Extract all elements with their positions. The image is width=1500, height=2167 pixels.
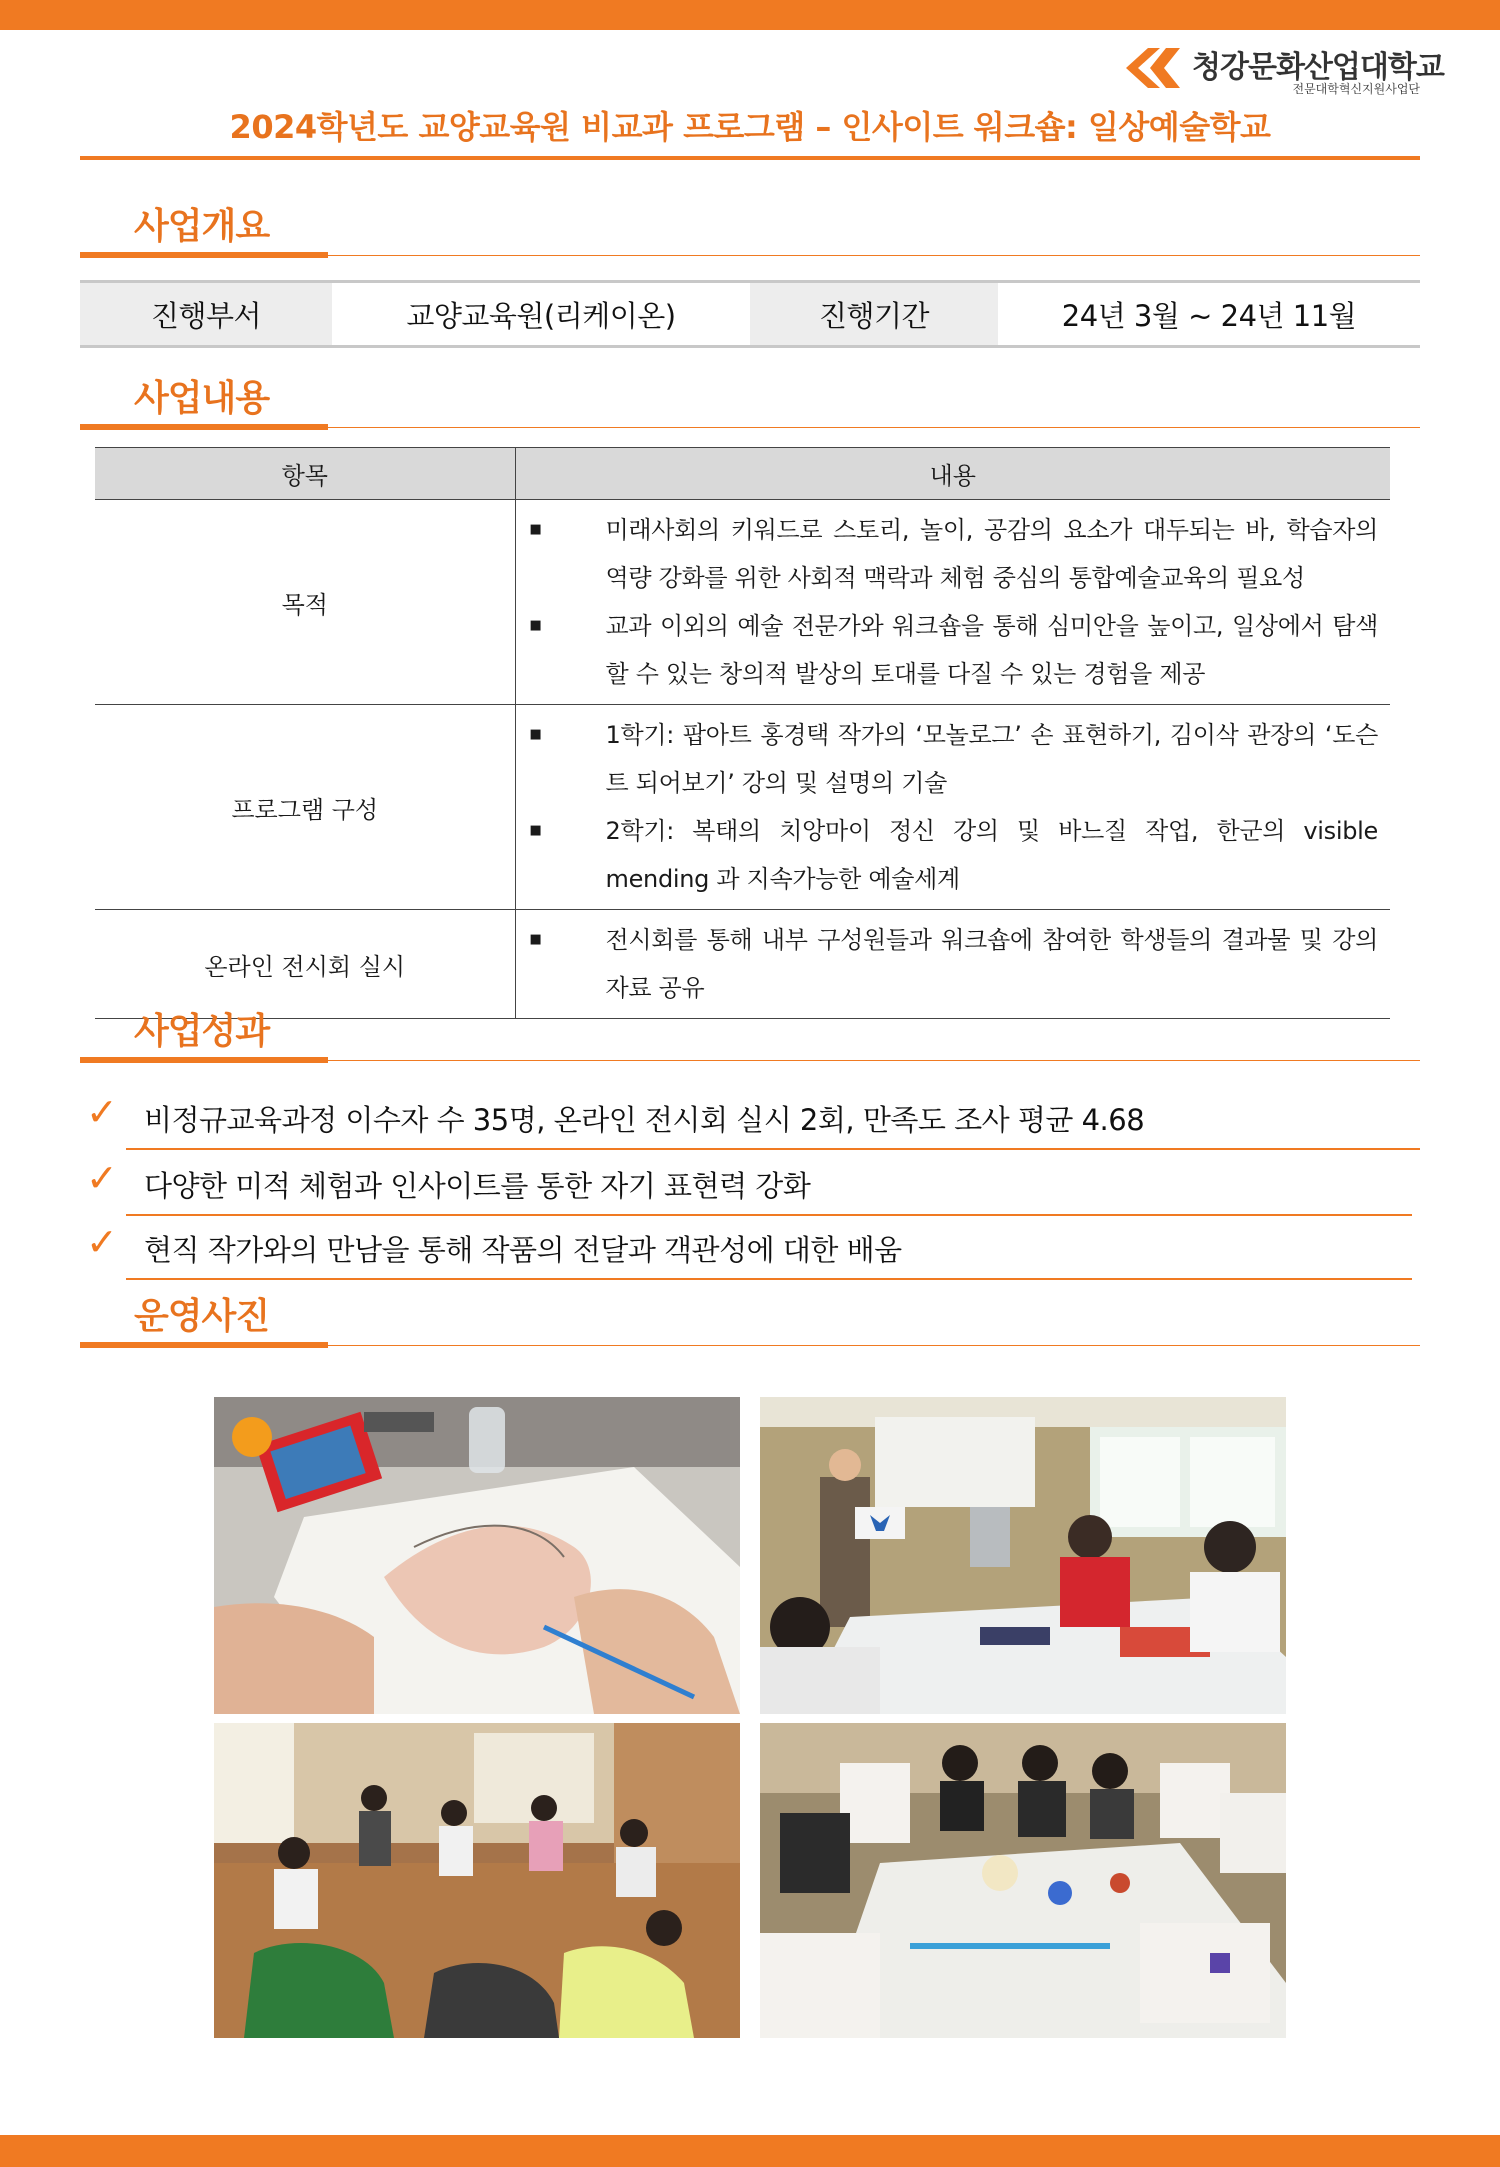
row-label: 프로그램 구성 bbox=[95, 705, 515, 910]
section-title: 운영사진 bbox=[134, 1296, 270, 1337]
check-icon: ✓ bbox=[86, 1156, 118, 1200]
table-row bbox=[95, 500, 1390, 705]
section-header-photos bbox=[80, 1288, 1420, 1358]
list-item: ■ 전시회를 통해 내부 구성원들과 워크숍에 참여한 학생들의 결과물 및 강의 자료 공유 bbox=[530, 916, 1379, 1012]
result-text: 비정규교육과정 이수자 수 35명, 온라인 전시회 실시 2회, 만족도 조사 평균 4.68 bbox=[144, 1103, 1145, 1137]
section-header-results bbox=[80, 1003, 1420, 1073]
list-item: ■ 1학기: 팝아트 홍경택 작가의 ‘모놀로그’ 손 표현하기, 김이삭 관장의 ‘도슨트 되어보기’ 강의 및 설명의 기술 bbox=[530, 711, 1379, 807]
result-item bbox=[80, 1220, 1420, 1282]
list-item: ■ 미래사회의 키워드로 스토리, 놀이, 공감의 요소가 대두되는 바, 학습자의 역량 강화를 위한 사회적 맥락과 체험 중심의 통합예술교육의 필요성 bbox=[530, 506, 1379, 602]
section-header-content bbox=[80, 370, 1420, 440]
check-icon: ✓ bbox=[86, 1090, 118, 1134]
photo-group-workshop bbox=[214, 1723, 740, 2038]
dept-label: 진행부서 bbox=[80, 283, 332, 345]
overview-table bbox=[80, 280, 1420, 348]
square-bullet-icon: ■ bbox=[529, 618, 542, 633]
logo-subtitle: 전문대학혁신지원사업단 bbox=[1292, 82, 1420, 96]
photo-lecture-session bbox=[760, 1397, 1286, 1714]
table-row bbox=[95, 705, 1390, 910]
period-label: 진행기간 bbox=[750, 283, 998, 345]
section-header-overview bbox=[80, 198, 1420, 268]
row-label: 온라인 전시회 실시 bbox=[95, 910, 515, 1019]
section-title: 사업내용 bbox=[134, 378, 270, 419]
photo-drawing-workshop bbox=[214, 1397, 740, 1714]
dept-value: 교양교육원(리케이온) bbox=[406, 298, 676, 333]
document-title: 2024학년도 교양교육원 비교과 프로그램 – 인사이트 워크숍: 일상예술학교 bbox=[229, 108, 1271, 146]
section-title: 사업개요 bbox=[134, 206, 270, 247]
column-header-content: 내용 bbox=[515, 448, 1390, 500]
column-header-item: 항목 bbox=[95, 448, 515, 500]
result-item bbox=[80, 1156, 1420, 1218]
list-item: ■ 교과 이외의 예술 전문가와 워크숍을 통해 심미안을 높이고, 일상에서 탐색할 수 있는 창의적 발상의 토대를 다질 수 있는 경험을 제공 bbox=[530, 602, 1379, 698]
bottom-accent-bar bbox=[0, 2135, 1500, 2167]
result-text: 현직 작가와의 만남을 통해 작품의 전달과 객관성에 대한 배움 bbox=[144, 1233, 902, 1267]
square-bullet-icon: ■ bbox=[529, 522, 542, 537]
photo-sewing-workshop bbox=[760, 1723, 1286, 2038]
ck-logo-icon bbox=[1110, 44, 1184, 92]
section-title: 사업성과 bbox=[134, 1011, 270, 1052]
result-text: 다양한 미적 체험과 인사이트를 통한 자기 표현력 강화 bbox=[144, 1169, 811, 1203]
row-label: 목적 bbox=[95, 500, 515, 705]
logo-name: 청강문화산업대학교 bbox=[1192, 50, 1444, 85]
list-item: ■ 2학기: 복태의 치앙마이 정신 강의 및 바느질 작업, 한군의 visible mending 과 지속가능한 예술세계 bbox=[530, 807, 1379, 903]
table-header-row bbox=[95, 448, 1390, 500]
content-table bbox=[95, 447, 1390, 1019]
square-bullet-icon: ■ bbox=[529, 932, 542, 947]
university-logo bbox=[1110, 38, 1444, 100]
top-accent-bar bbox=[0, 0, 1500, 30]
period-value: 24년 3월 ~ 24년 11월 bbox=[1061, 298, 1357, 333]
square-bullet-icon: ■ bbox=[529, 823, 542, 838]
check-icon: ✓ bbox=[86, 1220, 118, 1264]
square-bullet-icon: ■ bbox=[529, 727, 542, 742]
title-underline bbox=[80, 156, 1420, 160]
result-item bbox=[80, 1090, 1420, 1152]
